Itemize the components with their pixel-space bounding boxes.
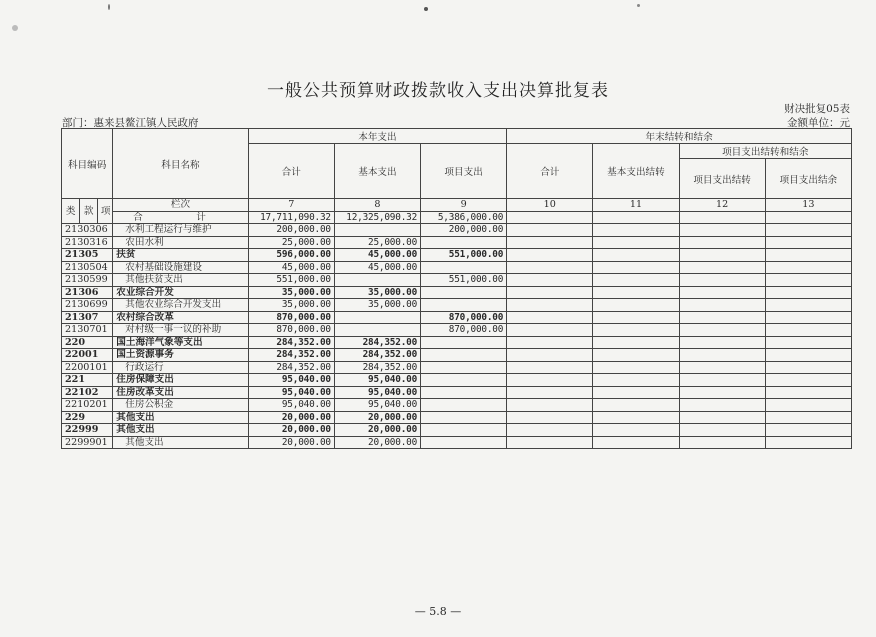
empty-cell [593, 424, 679, 437]
amount-project [421, 261, 507, 274]
table-row [62, 411, 852, 424]
amount-basic [334, 324, 420, 337]
empty-cell [593, 386, 679, 399]
amount-basic: 284,352.00 [334, 361, 420, 374]
table-row [62, 311, 852, 324]
empty-cell [765, 324, 851, 337]
table-row [62, 436, 852, 449]
empty-cell [507, 311, 593, 324]
amount-basic: 20,000.00 [334, 411, 420, 424]
amount-project [421, 424, 507, 437]
header-project-balance: 项目支出结余 [765, 159, 851, 199]
subject-code: 2130504 [62, 261, 113, 274]
amount-basic: 35,000.00 [334, 286, 420, 299]
empty-cell [507, 361, 593, 374]
subject-code: 2130701 [62, 324, 113, 337]
subject-name: 其他支出 [113, 411, 248, 424]
empty-cell [679, 249, 765, 262]
col-number: 11 [593, 199, 679, 212]
header-project: 项目支出 [421, 144, 507, 199]
empty-cell [679, 386, 765, 399]
table-row [62, 374, 852, 387]
subject-code: 221 [62, 374, 113, 387]
subject-code: 2130599 [62, 274, 113, 287]
empty-cell [507, 286, 593, 299]
table-title: 一般公共预算财政拨款收入支出决算批复表 [267, 81, 609, 101]
empty-cell [593, 411, 679, 424]
amount-basic: 45,000.00 [334, 249, 420, 262]
empty-cell [765, 386, 851, 399]
empty-cell [679, 324, 765, 337]
header-lei: 类 [62, 199, 80, 224]
header-total: 合计 [248, 144, 334, 199]
empty-cell [679, 286, 765, 299]
amount-total: 200,000.00 [248, 224, 334, 237]
page-number: — 5.8 — [414, 605, 462, 618]
empty-cell [679, 299, 765, 312]
amount-total: 95,040.00 [248, 399, 334, 412]
total-label: 合 计 [113, 211, 248, 224]
subject-name: 住房改革支出 [113, 386, 248, 399]
amount-project [421, 374, 507, 387]
table-row [62, 274, 852, 287]
subject-name: 其他支出 [113, 424, 248, 437]
header-total2: 合计 [507, 144, 593, 199]
header-current-year: 本年支出 [248, 129, 507, 144]
amount-basic: 95,040.00 [334, 386, 420, 399]
amount-total: 870,000.00 [248, 324, 334, 337]
empty-cell [765, 436, 851, 449]
empty-cell [593, 261, 679, 274]
amount-project: 200,000.00 [421, 224, 507, 237]
amount-basic: 95,040.00 [334, 374, 420, 387]
table-row [62, 386, 852, 399]
empty-cell [765, 236, 851, 249]
total-project: 5,386,000.00 [421, 211, 507, 224]
subject-code: 220 [62, 336, 113, 349]
subject-name: 农业综合开发 [113, 286, 248, 299]
empty-cell [679, 224, 765, 237]
empty-cell [679, 399, 765, 412]
empty-cell [507, 336, 593, 349]
amount-basic: 95,040.00 [334, 399, 420, 412]
col-number: 10 [507, 199, 593, 212]
amount-basic: 20,000.00 [334, 424, 420, 437]
amount-project [421, 436, 507, 449]
subject-name: 国土资源事务 [113, 349, 248, 362]
column-label: 栏次 [113, 199, 248, 212]
header-year-end: 年末结转和结余 [507, 129, 852, 144]
empty-cell [593, 274, 679, 287]
table-row [62, 261, 852, 274]
table-row [62, 286, 852, 299]
table-row [62, 236, 852, 249]
empty-cell [679, 236, 765, 249]
amount-project [421, 361, 507, 374]
empty-cell [593, 361, 679, 374]
total-basic: 12,325,090.32 [334, 211, 420, 224]
subject-name: 农村基础设施建设 [113, 261, 248, 274]
empty-cell [593, 349, 679, 362]
amount-project [421, 299, 507, 312]
subject-code: 22102 [62, 386, 113, 399]
empty-cell [679, 261, 765, 274]
amount-total: 284,352.00 [248, 349, 334, 362]
col-number: 7 [248, 199, 334, 212]
empty-cell [507, 236, 593, 249]
subject-name: 其他支出 [113, 436, 248, 449]
amount-total: 20,000.00 [248, 436, 334, 449]
amount-unit: 金额单位：元 [787, 117, 850, 129]
empty-cell [593, 311, 679, 324]
amount-basic [334, 311, 420, 324]
subject-code: 22001 [62, 349, 113, 362]
empty-cell [765, 249, 851, 262]
department-label: 部门：惠来县鳌江镇人民政府 [62, 117, 199, 129]
subject-name: 住房公积金 [113, 399, 248, 412]
subject-code: 2130699 [62, 299, 113, 312]
amount-basic: 25,000.00 [334, 236, 420, 249]
subject-name: 其他农业综合开发支出 [113, 299, 248, 312]
empty-cell [679, 411, 765, 424]
col-number: 13 [765, 199, 851, 212]
table-row [62, 224, 852, 237]
subject-code: 229 [62, 411, 113, 424]
subject-name: 扶贫 [113, 249, 248, 262]
amount-total: 95,040.00 [248, 386, 334, 399]
empty-cell [679, 374, 765, 387]
empty-cell [679, 436, 765, 449]
empty-cell [679, 349, 765, 362]
amount-project [421, 399, 507, 412]
table-row [62, 299, 852, 312]
amount-project [421, 411, 507, 424]
amount-total: 45,000.00 [248, 261, 334, 274]
empty-cell [679, 361, 765, 374]
header-subject-code: 科目编码 [62, 129, 113, 199]
col-number: 9 [421, 199, 507, 212]
empty-cell [507, 349, 593, 362]
subject-code: 21307 [62, 311, 113, 324]
table-row [62, 336, 852, 349]
empty-cell [765, 399, 851, 412]
empty-cell [593, 336, 679, 349]
empty-cell [593, 399, 679, 412]
table-row [62, 424, 852, 437]
empty-cell [765, 374, 851, 387]
empty-cell [765, 224, 851, 237]
amount-total: 20,000.00 [248, 424, 334, 437]
form-code: 财决批复05表 [784, 103, 850, 115]
subject-name: 国土海洋气象等支出 [113, 336, 248, 349]
empty-cell [679, 274, 765, 287]
header-xiang: 项 [97, 199, 112, 224]
subject-name: 农田水利 [113, 236, 248, 249]
empty-cell [593, 374, 679, 387]
subject-code: 22999 [62, 424, 113, 437]
amount-total: 596,000.00 [248, 249, 334, 262]
subject-name: 农村综合改革 [113, 311, 248, 324]
amount-total: 284,352.00 [248, 336, 334, 349]
empty-cell [507, 424, 593, 437]
amount-total: 95,040.00 [248, 374, 334, 387]
empty-cell [765, 349, 851, 362]
amount-basic [334, 224, 420, 237]
empty-cell [765, 286, 851, 299]
empty-cell [765, 361, 851, 374]
header-project-group: 项目支出结转和结余 [679, 144, 851, 159]
empty-cell [507, 374, 593, 387]
table-row [62, 324, 852, 337]
empty-cell [679, 336, 765, 349]
amount-basic: 284,352.00 [334, 336, 420, 349]
subject-name: 住房保障支出 [113, 374, 248, 387]
amount-basic: 20,000.00 [334, 436, 420, 449]
subject-code: 2200101 [62, 361, 113, 374]
header-basic-carry: 基本支出结转 [593, 144, 679, 199]
empty-cell [507, 386, 593, 399]
col-number: 8 [334, 199, 420, 212]
empty-cell [765, 299, 851, 312]
subject-code: 2299901 [62, 436, 113, 449]
empty-cell [679, 311, 765, 324]
empty-cell [765, 261, 851, 274]
subject-name: 对村级一事一议的补助 [113, 324, 248, 337]
empty-cell [507, 249, 593, 262]
empty-cell [593, 299, 679, 312]
empty-cell [593, 286, 679, 299]
amount-basic [334, 274, 420, 287]
table-row [62, 249, 852, 262]
empty-cell [507, 224, 593, 237]
header-kuan: 款 [80, 199, 97, 224]
empty-cell [765, 424, 851, 437]
amount-total: 551,000.00 [248, 274, 334, 287]
subject-name: 水利工程运行与维护 [113, 224, 248, 237]
subject-code: 21305 [62, 249, 113, 262]
empty-cell [593, 224, 679, 237]
empty-cell [765, 274, 851, 287]
empty-cell [593, 249, 679, 262]
empty-cell [507, 299, 593, 312]
amount-basic: 45,000.00 [334, 261, 420, 274]
amount-project: 551,000.00 [421, 249, 507, 262]
col-number: 12 [679, 199, 765, 212]
amount-total: 25,000.00 [248, 236, 334, 249]
empty-cell [507, 436, 593, 449]
total-row [62, 211, 852, 224]
subject-code: 2130306 [62, 224, 113, 237]
amount-total: 35,000.00 [248, 286, 334, 299]
subject-name: 其他扶贫支出 [113, 274, 248, 287]
amount-basic: 284,352.00 [334, 349, 420, 362]
subject-code: 21306 [62, 286, 113, 299]
header-project-carry: 项目支出结转 [679, 159, 765, 199]
header-basic: 基本支出 [334, 144, 420, 199]
total-amount: 17,711,090.32 [248, 211, 334, 224]
amount-total: 284,352.00 [248, 361, 334, 374]
empty-cell [765, 336, 851, 349]
amount-total: 870,000.00 [248, 311, 334, 324]
table-row [62, 361, 852, 374]
empty-cell [765, 311, 851, 324]
table-row [62, 349, 852, 362]
amount-project [421, 286, 507, 299]
empty-cell [507, 274, 593, 287]
subject-code: 2210201 [62, 399, 113, 412]
empty-cell [593, 324, 679, 337]
empty-cell [507, 261, 593, 274]
amount-project [421, 349, 507, 362]
amount-project: 870,000.00 [421, 311, 507, 324]
amount-project: 870,000.00 [421, 324, 507, 337]
subject-name: 行政运行 [113, 361, 248, 374]
empty-cell [593, 436, 679, 449]
amount-project [421, 336, 507, 349]
amount-project [421, 386, 507, 399]
empty-cell [507, 399, 593, 412]
empty-cell [507, 324, 593, 337]
header-subject-name: 科目名称 [113, 129, 248, 199]
empty-cell [507, 411, 593, 424]
amount-total: 20,000.00 [248, 411, 334, 424]
amount-project [421, 236, 507, 249]
table-row [62, 399, 852, 412]
budget-table [61, 128, 852, 449]
amount-project: 551,000.00 [421, 274, 507, 287]
empty-cell [679, 424, 765, 437]
subject-code: 2130316 [62, 236, 113, 249]
empty-cell [593, 236, 679, 249]
amount-total: 35,000.00 [248, 299, 334, 312]
amount-basic: 35,000.00 [334, 299, 420, 312]
empty-cell [765, 411, 851, 424]
